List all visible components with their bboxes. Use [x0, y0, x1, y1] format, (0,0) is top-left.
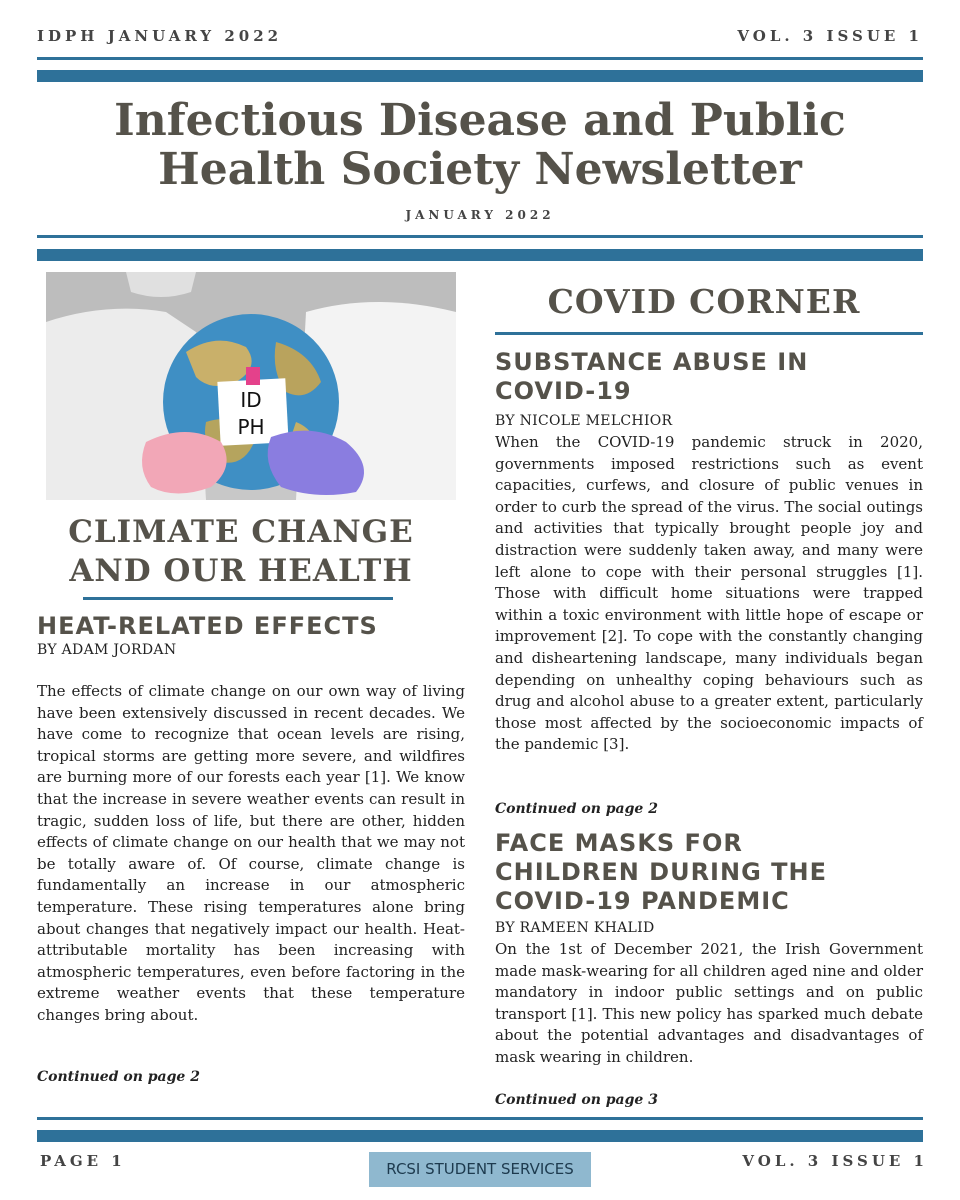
feature-image — [46, 272, 456, 500]
substance-title-line-2: COVID-19 — [495, 377, 632, 405]
issue-date: JANUARY 2022 — [405, 208, 555, 222]
substance-article-title — [495, 348, 808, 406]
masks-article-continued: Continued on page 3 — [495, 1092, 658, 1108]
climate-section-heading — [37, 513, 445, 591]
masks-article-body: On the 1st of December 2021, the Irish Government made mask-wearing for all children aged nine and older mandatory in indoor public settings and on public transport [1]. This new policy has sparked much debate about the potential advantages and disadvantages of mask wearing in children. — [495, 940, 923, 1066]
heat-article-title: HEAT-RELATED EFFECTS — [37, 612, 378, 640]
header-rule-thin — [37, 57, 923, 60]
footer-rule-thin — [37, 1117, 923, 1120]
footer-volume: VOL. 3 ISSUE 1 — [742, 1152, 928, 1170]
masks-article-title — [495, 829, 827, 916]
masks-article-byline: BY RAMEEN KHALID — [495, 920, 655, 936]
masks-title-line-2: CHILDREN DURING THE — [495, 858, 827, 886]
footer-rule-thick — [37, 1130, 923, 1142]
heat-article-byline: BY ADAM JORDAN — [37, 642, 177, 658]
badge-text-ph: PH — [237, 415, 265, 439]
substance-article-body: When the COVID-19 pandemic struck in 2020, governments imposed restrictions such as event capacities, curfews, and closure of public venues in order to curb the spread of the virus. The social outings and activities that typically brought people joy and distraction were suddenly taken away, and many were left alone to cope with their personal struggles [1]. Those with difficult home situations were trapped within a toxic environment with little hope of escape or improvement [2]. To cope with the constantly changing and disheartening landscape, many individuals began depending on unhealthy coping behaviours such as drug and alcohol abuse to a greater extent, particularly those most affected by the socioeconomic impacts of the pandemic [3]. — [495, 433, 923, 754]
header-rule-thick — [37, 70, 923, 82]
substance-article-continued: Continued on page 2 — [495, 801, 658, 817]
covid-section-heading: COVID CORNER — [547, 282, 861, 321]
climate-heading-line-2: AND OUR HEALTH — [69, 553, 413, 589]
covid-section-rule — [495, 332, 923, 335]
masthead-rule-thin — [37, 235, 923, 238]
newsletter-title — [0, 96, 960, 194]
masthead-rule-thick — [37, 249, 923, 261]
header-left: IDPH JANUARY 2022 — [37, 27, 283, 45]
climate-section-rule — [83, 597, 393, 600]
badge-text-id: ID — [240, 388, 262, 412]
heat-article-body: The effects of climate change on our own way of living have been extensively discussed in recent decades. We have come to recognize that ocean levels are rising, tropical storms are getting more severe, and wildfires are burning more of our forests each year [1]. We know that the increase in severe weather events can result in tragic, sudden loss of life, but there are other, hidden effects of climate change on our health that we may not be totally aware of. Of course, climate change is fundamentally an increase in our atmospheric temperature. These rising temperatures alone bring about changes that negatively impact our health. Heat-attributable mortality has been increasing with atmospheric temperatures, even before factoring in the extreme weather events that these temperature changes bring about. — [37, 682, 465, 1024]
rcsi-student-services-logo: RCSI STUDENT SERVICES — [369, 1152, 591, 1187]
masks-title-line-3: COVID-19 PANDEMIC — [495, 887, 790, 915]
masks-title-line-1: FACE MASKS FOR — [495, 829, 743, 857]
title-line-2: Health Society Newsletter — [158, 144, 802, 195]
substance-article-byline: BY NICOLE MELCHIOR — [495, 413, 673, 429]
header-right: VOL. 3 ISSUE 1 — [737, 27, 923, 45]
substance-title-line-1: SUBSTANCE ABUSE IN — [495, 348, 809, 376]
title-line-1: Infectious Disease and Public — [114, 95, 846, 146]
footer-page-number: PAGE 1 — [40, 1152, 126, 1170]
heat-article-continued: Continued on page 2 — [37, 1069, 200, 1085]
climate-heading-line-1: CLIMATE CHANGE — [68, 514, 414, 550]
